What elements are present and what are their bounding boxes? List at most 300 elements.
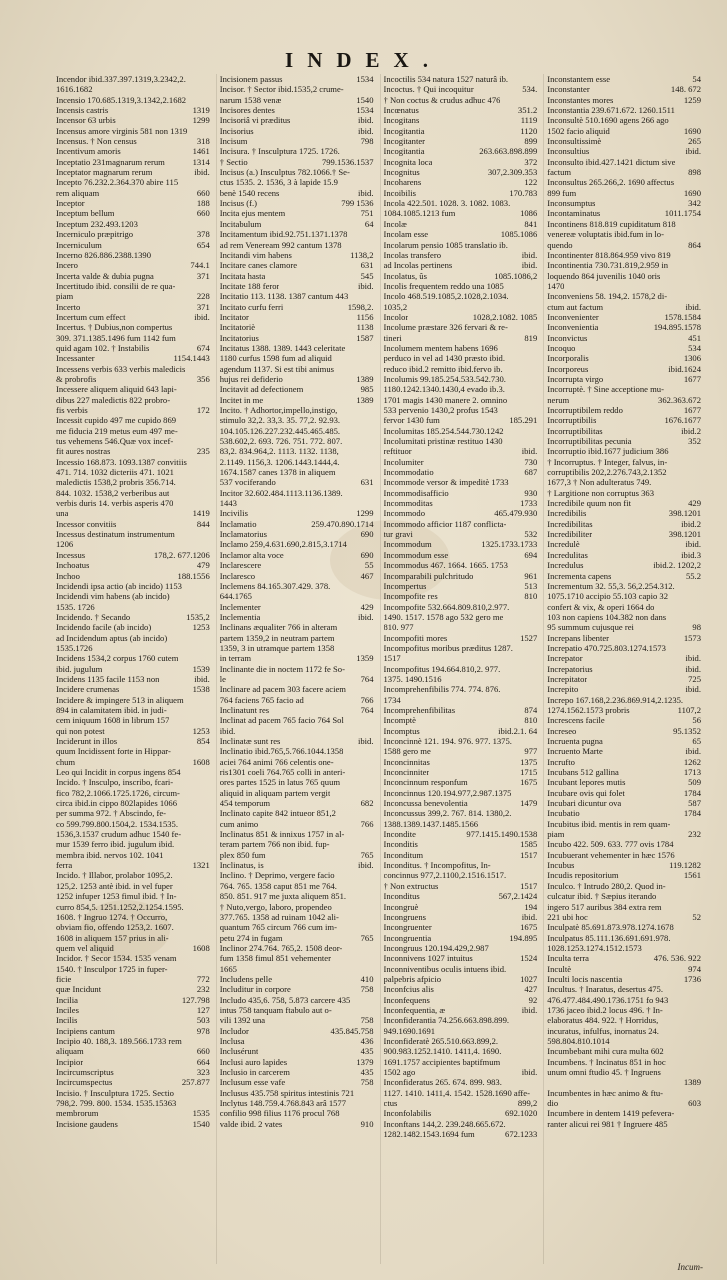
index-entry <box>220 819 374 829</box>
entry-term: Inconcussus 399,2. 767. 814. 1380,2. <box>383 808 512 819</box>
index-entry <box>384 446 538 456</box>
entry-reference: 977 <box>524 746 538 757</box>
entry-reference: 1538 <box>192 684 210 695</box>
index-entry <box>547 115 701 125</box>
entry-term: Incompofitus 194.664.810,2. 977. <box>383 663 501 674</box>
index-entry <box>56 643 210 653</box>
entry-term: Inconstantes mores <box>547 94 614 105</box>
index-entry <box>220 1026 374 1036</box>
index-entry <box>56 188 210 198</box>
index-entry <box>56 726 210 736</box>
index-entry <box>220 508 374 518</box>
entry-term: Incolumiter <box>383 456 424 467</box>
index-entry <box>384 1077 538 1087</box>
entry-term: Incompofiti mores <box>383 632 448 643</box>
index-entry <box>220 95 374 105</box>
index-entry <box>384 767 538 777</box>
entry-reference: 509 <box>688 777 701 788</box>
entry-term: Incruento Marte <box>547 746 603 757</box>
entry-term: Inconcussa benevolentia <box>383 798 468 809</box>
entry-term: 1443 <box>219 498 237 509</box>
index-entry <box>384 746 538 756</box>
entry-term: Inconditus <box>383 891 420 902</box>
entry-term: tineri <box>383 332 402 343</box>
entry-term: ctum aut factum <box>547 301 604 312</box>
entry-reference: 751 <box>360 208 374 219</box>
entry-reference: 844 <box>196 518 210 529</box>
index-entry <box>56 1005 210 1015</box>
entry-reference: 1479 <box>520 798 538 809</box>
index-entry <box>384 664 538 674</box>
index-entry <box>384 788 538 798</box>
index-entry <box>547 902 701 912</box>
entry-term: piam <box>547 829 565 840</box>
entry-reference: 692.1020 <box>505 1108 538 1119</box>
entry-reference: 172 <box>196 405 210 415</box>
entry-term: & probrofis <box>56 373 97 384</box>
index-entry <box>220 767 374 777</box>
entry-reference: 55 <box>364 560 374 571</box>
index-entry <box>56 757 210 767</box>
index-entry <box>56 395 210 405</box>
entry-term: Incido. † Insculpo, inscribo, fcari- <box>56 777 174 788</box>
entry-term: 538.602,2. 693. 726. 751. 772. 807. <box>219 436 343 447</box>
entry-term: 1359, 3 in utramque partem 1358 <box>219 642 335 653</box>
entry-reference: 228 <box>196 291 210 302</box>
index-entry <box>220 674 374 684</box>
index-entry <box>56 984 210 994</box>
entry-term: unum omni ftudio 45. † Ingruens <box>547 1067 661 1077</box>
entry-term: Incondite <box>383 829 416 840</box>
index-entry <box>220 519 374 529</box>
entry-reference: ibid.2 <box>681 425 701 436</box>
entry-term: 1180 curfus 1598 fum ad aliquid <box>219 353 332 364</box>
index-column-3 <box>380 74 538 1264</box>
index-entry <box>220 364 374 374</box>
entry-reference: 127.798 <box>181 994 210 1005</box>
index-entry <box>220 860 374 870</box>
index-entry <box>384 560 538 570</box>
entry-term: Incipiens cantum <box>56 1025 115 1036</box>
entry-term: Incidens 1534,2 corpus 1760 cutem <box>56 653 179 664</box>
index-entry <box>220 1015 374 1025</box>
index-entry <box>56 508 210 518</box>
entry-term: Inconsultè 510.1690 agens 266 ago <box>547 115 669 126</box>
index-entry <box>384 819 538 829</box>
entry-term: 103 non capiens 104.382 non dans <box>547 611 667 622</box>
entry-reference: 1598,2. <box>347 301 374 312</box>
entry-reference: 467 <box>360 570 374 581</box>
index-entry <box>56 1036 210 1046</box>
entry-reference: 1359 <box>356 653 374 664</box>
entry-reference: 1713 <box>683 767 701 778</box>
entry-term: Incerno 826.886.2388.1390 <box>56 249 151 260</box>
entry-reference: 1299 <box>192 115 210 126</box>
entry-term: 1206 <box>56 539 74 550</box>
index-entry <box>384 736 538 746</box>
entry-term: quantum 765 circum 766 cum im- <box>219 922 337 933</box>
index-entry <box>220 943 374 953</box>
entry-term: Incitatorius <box>219 332 259 343</box>
entry-term: maledictis 1538,2 probris 356.714. <box>56 477 176 488</box>
entry-term: Incubitus ibid. mentis in rem quam- <box>547 818 671 829</box>
entry-reference: 435.845.758 <box>330 1025 374 1036</box>
entry-term: obviam fio, offendo 1253,2. 1607. <box>56 922 174 933</box>
index-entry <box>384 829 538 839</box>
index-entry <box>56 1046 210 1056</box>
index-entry <box>56 229 210 239</box>
entry-reference: ibid. <box>685 539 701 550</box>
index-entry <box>384 353 538 363</box>
entry-term: Incero <box>56 260 78 271</box>
index-entry <box>547 798 701 808</box>
index-entry <box>56 95 210 105</box>
index-entry <box>56 384 210 394</box>
entry-term: 1388.1389.1437.1485.1566 <box>383 818 479 829</box>
entry-term: hujus rei defiderio <box>219 373 283 384</box>
index-entry <box>547 736 701 746</box>
entry-term: Inciderunt in illos <box>56 736 118 746</box>
entry-term: 598.804.810.1014 <box>547 1035 610 1046</box>
entry-reference: 1027 <box>520 973 538 984</box>
entry-term: qui non potest <box>56 725 105 736</box>
index-entry <box>547 550 701 560</box>
entry-reference: 810 <box>524 715 538 726</box>
index-entry <box>56 539 210 549</box>
entry-term: ctus 1535. 2. 1536, 3 à lapide 15.9 <box>219 177 338 188</box>
entry-term: Incrementum 32. 55,3. 56,2.254.312. <box>547 580 675 591</box>
index-entry <box>220 281 374 291</box>
entry-term: fico 782,2.1066.1725.1726, circum- <box>56 787 180 798</box>
index-entry <box>220 115 374 125</box>
entry-term: 1677,3 † Non adulteratus 749. <box>547 477 652 488</box>
entry-term: Incerniculum <box>56 239 102 250</box>
index-entry <box>56 943 210 953</box>
entry-term: Incitamentum ibid.92.751.1371.1378 <box>219 229 348 240</box>
entry-term: Inculco. † Intrudo 280,2. Quod in- <box>547 880 666 891</box>
entry-term: Incircumscriptus <box>56 1067 114 1077</box>
entry-reference: ibid. <box>685 301 701 312</box>
index-entry <box>56 415 210 425</box>
entry-term: Incerto <box>56 301 81 312</box>
entry-term: tus vehemens 546.Quæ vox incef- <box>56 436 174 447</box>
entry-term: 125,2. 1253 antè ibid. in vel fuper <box>56 880 173 891</box>
entry-reference: 978 <box>196 1025 210 1036</box>
entry-reference: 730 <box>524 456 538 467</box>
entry-reference: 1107,2 <box>677 704 701 715</box>
index-entry <box>56 457 210 467</box>
entry-term: 1616.1682 <box>56 84 93 95</box>
index-entry <box>56 177 210 187</box>
entry-term: Increpans libenter <box>547 632 610 643</box>
index-entry <box>547 705 701 715</box>
entry-term: Incessus destinatum instrumentum <box>56 529 175 540</box>
entry-term: Incensus. † Non census <box>56 136 137 147</box>
index-entry <box>547 219 701 229</box>
entry-term: Incolarum pensio 1085 translatio ib. <box>383 239 508 250</box>
index-entry <box>547 591 701 601</box>
index-entry <box>384 322 538 332</box>
entry-term: Incidendo. † Secando <box>56 611 131 622</box>
index-entry <box>56 405 210 415</box>
entry-term: Incitata hasta <box>219 270 266 281</box>
entry-term: reftituor <box>383 446 412 457</box>
index-entry <box>547 912 701 922</box>
entry-term: ranter alicui rei 981 † Ingruere 485 <box>547 1118 668 1129</box>
entry-reference: 122 <box>524 177 538 188</box>
index-entry <box>220 426 374 436</box>
entry-term: Incomptus <box>383 725 420 736</box>
entry-term: Inclinor 274.764. 765,2. 1508 deor- <box>219 942 343 953</box>
index-entry <box>384 219 538 229</box>
entry-term: me fiducia 219 metus eum 497 me- <box>56 425 178 436</box>
entry-term: narum 1538 venæ <box>219 94 282 105</box>
index-entry <box>384 1015 538 1025</box>
entry-term: Inconvenientia <box>547 322 599 333</box>
entry-reference: 810 <box>524 591 538 602</box>
index-entry <box>384 715 538 725</box>
entry-term: Inclytus 148.759.4.768.843 arâ 1577 <box>219 1098 347 1109</box>
entry-term: dibus 227 maledictis 822 probro- <box>56 394 171 405</box>
entry-term: quid agam 102. † Instabilis <box>56 342 150 353</box>
index-entry <box>384 477 538 487</box>
entry-term: reduco ibid.2 remitto ibid.fervo ib. <box>383 363 503 374</box>
index-entry <box>220 395 374 405</box>
entry-term: Inconstantia 239.671.672. 1260.1511 <box>547 105 675 116</box>
index-entry <box>547 240 701 250</box>
entry-reference: 232 <box>196 984 210 995</box>
entry-reference: ibid. <box>685 653 701 664</box>
index-entry <box>384 436 538 446</box>
entry-reference: 985 <box>360 384 374 395</box>
index-entry <box>547 726 701 736</box>
entry-term: Inconsumptus <box>547 198 596 209</box>
entry-term: Incitatoriè <box>219 322 256 333</box>
index-entry <box>220 1119 374 1129</box>
entry-reference: 64 <box>364 218 374 229</box>
index-entry <box>547 571 701 581</box>
entry-term: Incisus (a.) Insculptus 782.1066.† Se- <box>219 167 350 178</box>
index-entry <box>220 829 374 839</box>
entry-reference: ibid.1624 <box>668 363 701 374</box>
entry-reference: 819 <box>524 332 538 343</box>
entry-term: Incomprehenfibilitas <box>383 704 456 715</box>
entry-term: ris1301 coeli 764.765 colli in anteri- <box>219 767 346 778</box>
index-entry <box>220 374 374 384</box>
index-entry <box>56 829 210 839</box>
entry-reference: 435 <box>360 1046 374 1057</box>
entry-term: Incubare ovis qui folet <box>547 787 625 798</box>
index-entry <box>547 839 701 849</box>
entry-term: quendo <box>547 239 573 250</box>
entry-reference: 435 <box>360 1067 374 1077</box>
index-entry <box>56 374 210 384</box>
entry-term: circa ibid.in cippo 802lapides 1066 <box>56 798 178 809</box>
entry-reference: 682 <box>360 798 374 809</box>
entry-term: Inclino. † Deprimo, vergere facio <box>219 870 335 881</box>
entry-term: Inconditus. † Incompofitus, In- <box>383 860 491 871</box>
index-entry <box>384 333 538 343</box>
entry-term: Inconcinnus 120.194.977,2.987.1375 <box>383 787 512 798</box>
entry-term: Incitatus 1388. 1389. 1443 celeritate <box>219 342 346 353</box>
index-entry <box>547 643 701 653</box>
entry-reference: 1138 <box>356 322 374 333</box>
index-entry <box>220 1067 374 1077</box>
entry-reference: 352 <box>688 436 701 447</box>
index-entry <box>56 560 210 570</box>
index-entry <box>547 964 701 974</box>
index-entry <box>56 571 210 581</box>
entry-term: Incumbebant mihi cura multa 602 <box>547 1046 664 1057</box>
index-entry <box>547 436 701 446</box>
entry-term: Incisura. † Insculptura 1725. 1726. <box>219 146 340 157</box>
entry-reference: 764 <box>360 704 374 715</box>
index-entry <box>547 333 701 343</box>
index-entry <box>56 364 210 374</box>
entry-term: Incorruptibilis <box>547 415 597 426</box>
index-entry <box>220 84 374 94</box>
entry-reference: 660 <box>196 187 210 198</box>
index-entry <box>547 105 701 115</box>
entry-term: 1282.1482.1543.1694 fum <box>383 1129 475 1140</box>
index-entry <box>56 798 210 808</box>
entry-term: Incredibilis <box>547 508 587 519</box>
entry-term: agendum 1137. Si est tibi animus <box>219 363 335 374</box>
entry-term: Incubans 512 gallina <box>547 767 619 778</box>
entry-term: Inconcinnè 121. 194. 976. 977. 1375. <box>383 736 512 746</box>
index-entry <box>384 1098 538 1108</box>
entry-term: 644.1765 <box>219 591 252 602</box>
entry-reference: 1262 <box>683 756 701 767</box>
index-entry <box>384 291 538 301</box>
entry-term: 1608 in aliquem 157 prius in ali- <box>56 932 169 943</box>
index-entry <box>547 602 701 612</box>
index-entry <box>547 922 701 932</box>
entry-term: ibid. jugulum <box>56 663 103 674</box>
index-entry <box>384 643 538 653</box>
entry-term: Incertus. † Dubius,non compertus <box>56 322 173 333</box>
index-entry <box>547 146 701 156</box>
entry-term: Incredibile quum non fit <box>547 498 632 509</box>
entry-term: Inconfideratus 265. 674. 899. 983. <box>383 1077 502 1088</box>
entry-term: Incolis frequentem reddo una 1085 <box>383 280 504 291</box>
entry-term: teram partem 766 non ibid. fup- <box>219 839 330 850</box>
entry-reference: 899 <box>524 136 538 147</box>
entry-term: 83,2. 834.964,2. 1113. 1132. 1138, <box>219 446 339 457</box>
index-entry <box>384 240 538 250</box>
entry-reference: 874 <box>524 704 538 715</box>
entry-reference: 259.470.890.1714 <box>311 518 374 529</box>
entry-reference: 476. 536. 922 <box>653 953 701 964</box>
index-entry <box>220 902 374 912</box>
entry-term: Incolæ <box>383 218 407 229</box>
entry-reference: 235 <box>196 446 210 457</box>
index-entry <box>384 508 538 518</box>
entry-term: Incoharens <box>383 177 422 188</box>
index-entry <box>547 208 701 218</box>
entry-reference: 1085.1086 <box>500 229 538 240</box>
entry-reference: 687 <box>524 467 538 478</box>
entry-term: cem iniquum 1608 in librum 157 <box>56 715 170 726</box>
entry-term: Incidendi ipsa actio (ab incido) 1153 <box>56 580 182 591</box>
entry-term: Increseo <box>547 725 577 736</box>
index-entry <box>384 374 538 384</box>
entry-term: Inconfiderantia 74.256.663.898.899. <box>383 1015 510 1026</box>
entry-reference: 55.2 <box>685 570 701 581</box>
index-entry <box>56 467 210 477</box>
entry-term: Incredibilitas <box>547 518 593 529</box>
entry-reference: 690 <box>360 549 374 560</box>
entry-reference: 1299 <box>356 508 374 519</box>
index-entry <box>384 684 538 694</box>
entry-term: Incumbentes in hæc animo & ftu- <box>547 1087 664 1098</box>
entry-term: Incitabulum <box>219 218 262 229</box>
entry-term: 1490. 1517. 1578 ago 532 gero me <box>383 611 504 622</box>
entry-reference: 974 <box>688 963 701 974</box>
index-entry <box>384 177 538 187</box>
entry-reference: 398.1201 <box>668 508 701 519</box>
entry-term: Inceptor <box>56 198 85 209</box>
entry-reference: 534. <box>522 84 538 95</box>
entry-term: Incongruenter <box>383 922 432 933</box>
entry-reference: 1389 <box>356 373 374 384</box>
index-entry <box>547 808 701 818</box>
index-entry <box>56 995 210 1005</box>
entry-reference: ibid. <box>194 311 210 322</box>
index-entry <box>56 581 210 591</box>
entry-term: 1127. 1410. 1411,4. 1542. 1528.1690 affe- <box>383 1087 530 1098</box>
entry-term: Incolumem mentem habens 1696 <box>383 342 498 353</box>
entry-reference: 427 <box>524 984 538 995</box>
index-entry <box>220 602 374 612</box>
entry-term: Incommodisafficio <box>383 487 449 498</box>
entry-reference: 631 <box>360 260 374 271</box>
index-entry <box>220 219 374 229</box>
entry-term: loquendo 864 juvenilis 1040 oris <box>547 270 661 281</box>
index-entry <box>220 953 374 963</box>
entry-term: Incorporeus <box>547 363 589 374</box>
index-entry <box>547 622 701 632</box>
index-entry <box>547 664 701 674</box>
entry-reference: 1325.1733.1733 <box>481 539 538 550</box>
index-entry <box>547 1067 701 1077</box>
entry-term: rem aliquam <box>56 187 100 198</box>
entry-term: 377.765. 1358 ad ruinam 1042 ali- <box>219 911 339 922</box>
index-entry <box>547 695 701 705</box>
index-entry <box>384 1026 538 1036</box>
entry-term: Incivilis <box>219 508 248 519</box>
entry-reference: 1535,2 <box>186 611 210 622</box>
entry-term: Inconveniens 58. 194,2. 1578,2 di- <box>547 291 668 302</box>
entry-term: Inconnivens 1027 intuitus <box>383 953 473 964</box>
index-entry <box>384 498 538 508</box>
entry-reference: 1086 <box>520 208 538 219</box>
index-entry <box>547 539 701 549</box>
entry-reference: 378 <box>196 229 210 240</box>
entry-term: Incisores dentes <box>219 105 275 116</box>
entry-reference: 758 <box>360 1015 374 1026</box>
entry-term: ores partes 1525 in latus 765 quum <box>219 777 341 788</box>
entry-term: 1084.1085.1213 fum <box>383 208 456 219</box>
index-entry <box>220 539 374 549</box>
index-entry <box>384 1088 538 1098</box>
index-entry <box>56 870 210 880</box>
index-entry <box>384 539 538 549</box>
index-entry <box>547 788 701 798</box>
index-entry <box>384 260 538 270</box>
entry-term: † Non extructus <box>383 880 439 891</box>
index-entry <box>384 157 538 167</box>
